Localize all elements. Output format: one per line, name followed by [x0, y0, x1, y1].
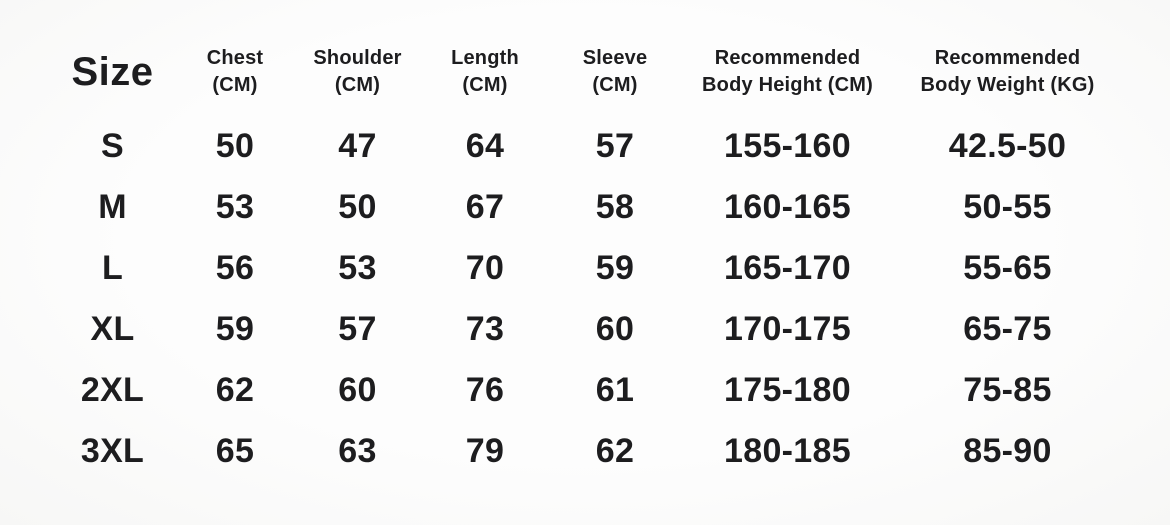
column-header-label: Sleeve — [582, 47, 648, 69]
column-header-unit: (CM) — [212, 74, 258, 96]
cell-length: 73 — [465, 310, 505, 348]
column-header-shoulder — [295, 28, 420, 116]
cell-chest: 65 — [215, 432, 255, 470]
cell-sleeve: 60 — [595, 310, 635, 348]
column-header-unit: (CM) — [462, 74, 508, 96]
column-header-label: Length — [451, 47, 519, 69]
cell-sleeve: 58 — [595, 188, 635, 226]
cell-sleeve: 57 — [595, 127, 635, 165]
column-header-size — [50, 28, 175, 116]
cell-recommended-body-weight: 65-75 — [963, 310, 1052, 348]
cell-recommended-body-height: 170-175 — [724, 310, 851, 348]
cell-chest: 59 — [215, 310, 255, 348]
cell-recommended-body-weight: 85-90 — [963, 432, 1052, 470]
cell-shoulder: 50 — [338, 188, 377, 226]
cell-length: 70 — [465, 249, 505, 287]
table-row — [50, 421, 1120, 482]
size-chart-table — [50, 28, 1120, 482]
cell-recommended-body-height: 180-185 — [724, 432, 851, 470]
cell-size: M — [98, 188, 127, 226]
cell-recommended-body-weight: 50-55 — [963, 188, 1052, 226]
cell-recommended-body-height: 155-160 — [724, 127, 851, 165]
cell-chest: 53 — [215, 188, 255, 226]
cell-recommended-body-height: 160-165 — [724, 188, 851, 226]
column-header-sleeve — [550, 28, 680, 116]
column-header-unit: Body Height (CM) — [702, 74, 873, 96]
cell-shoulder: 53 — [338, 249, 377, 287]
header-row — [50, 28, 1120, 116]
cell-recommended-body-height: 175-180 — [724, 371, 851, 409]
column-header-recommended-body-weight — [895, 28, 1120, 116]
table-row — [50, 360, 1120, 421]
cell-recommended-body-height: 165-170 — [724, 249, 851, 287]
cell-chest: 62 — [215, 371, 255, 409]
column-header-label: Recommended — [714, 47, 861, 69]
table-body — [50, 116, 1120, 482]
cell-shoulder: 63 — [338, 432, 377, 470]
cell-size: S — [101, 127, 124, 165]
cell-shoulder: 60 — [338, 371, 377, 409]
cell-sleeve: 59 — [595, 249, 635, 287]
table-row — [50, 238, 1120, 299]
column-header-unit: (CM) — [592, 74, 638, 96]
cell-shoulder: 57 — [338, 310, 377, 348]
cell-recommended-body-weight: 75-85 — [963, 371, 1052, 409]
cell-shoulder: 47 — [338, 127, 377, 165]
cell-length: 67 — [465, 188, 505, 226]
cell-length: 64 — [465, 127, 505, 165]
table-row — [50, 116, 1120, 177]
table-row — [50, 299, 1120, 360]
table-row — [50, 177, 1120, 238]
cell-recommended-body-weight: 42.5-50 — [948, 127, 1067, 165]
column-header-chest — [175, 28, 295, 116]
column-header-unit: Body Weight (KG) — [920, 74, 1095, 96]
cell-size: L — [101, 249, 124, 287]
cell-length: 79 — [465, 432, 505, 470]
cell-size: XL — [90, 310, 135, 348]
column-header-label: Size — [71, 49, 154, 94]
cell-sleeve: 61 — [595, 371, 635, 409]
column-header-length — [420, 28, 550, 116]
cell-size: 2XL — [80, 371, 145, 409]
column-header-unit: (CM) — [334, 74, 381, 96]
cell-sleeve: 62 — [595, 432, 635, 470]
cell-size: 3XL — [80, 432, 145, 470]
column-header-label: Shoulder — [313, 47, 402, 69]
cell-length: 76 — [465, 371, 505, 409]
column-header-label: Recommended — [934, 47, 1081, 69]
cell-chest: 50 — [215, 127, 255, 165]
cell-recommended-body-weight: 55-65 — [963, 249, 1052, 287]
cell-chest: 56 — [215, 249, 255, 287]
column-header-label: Chest — [206, 47, 264, 69]
column-header-recommended-body-height — [680, 28, 895, 116]
